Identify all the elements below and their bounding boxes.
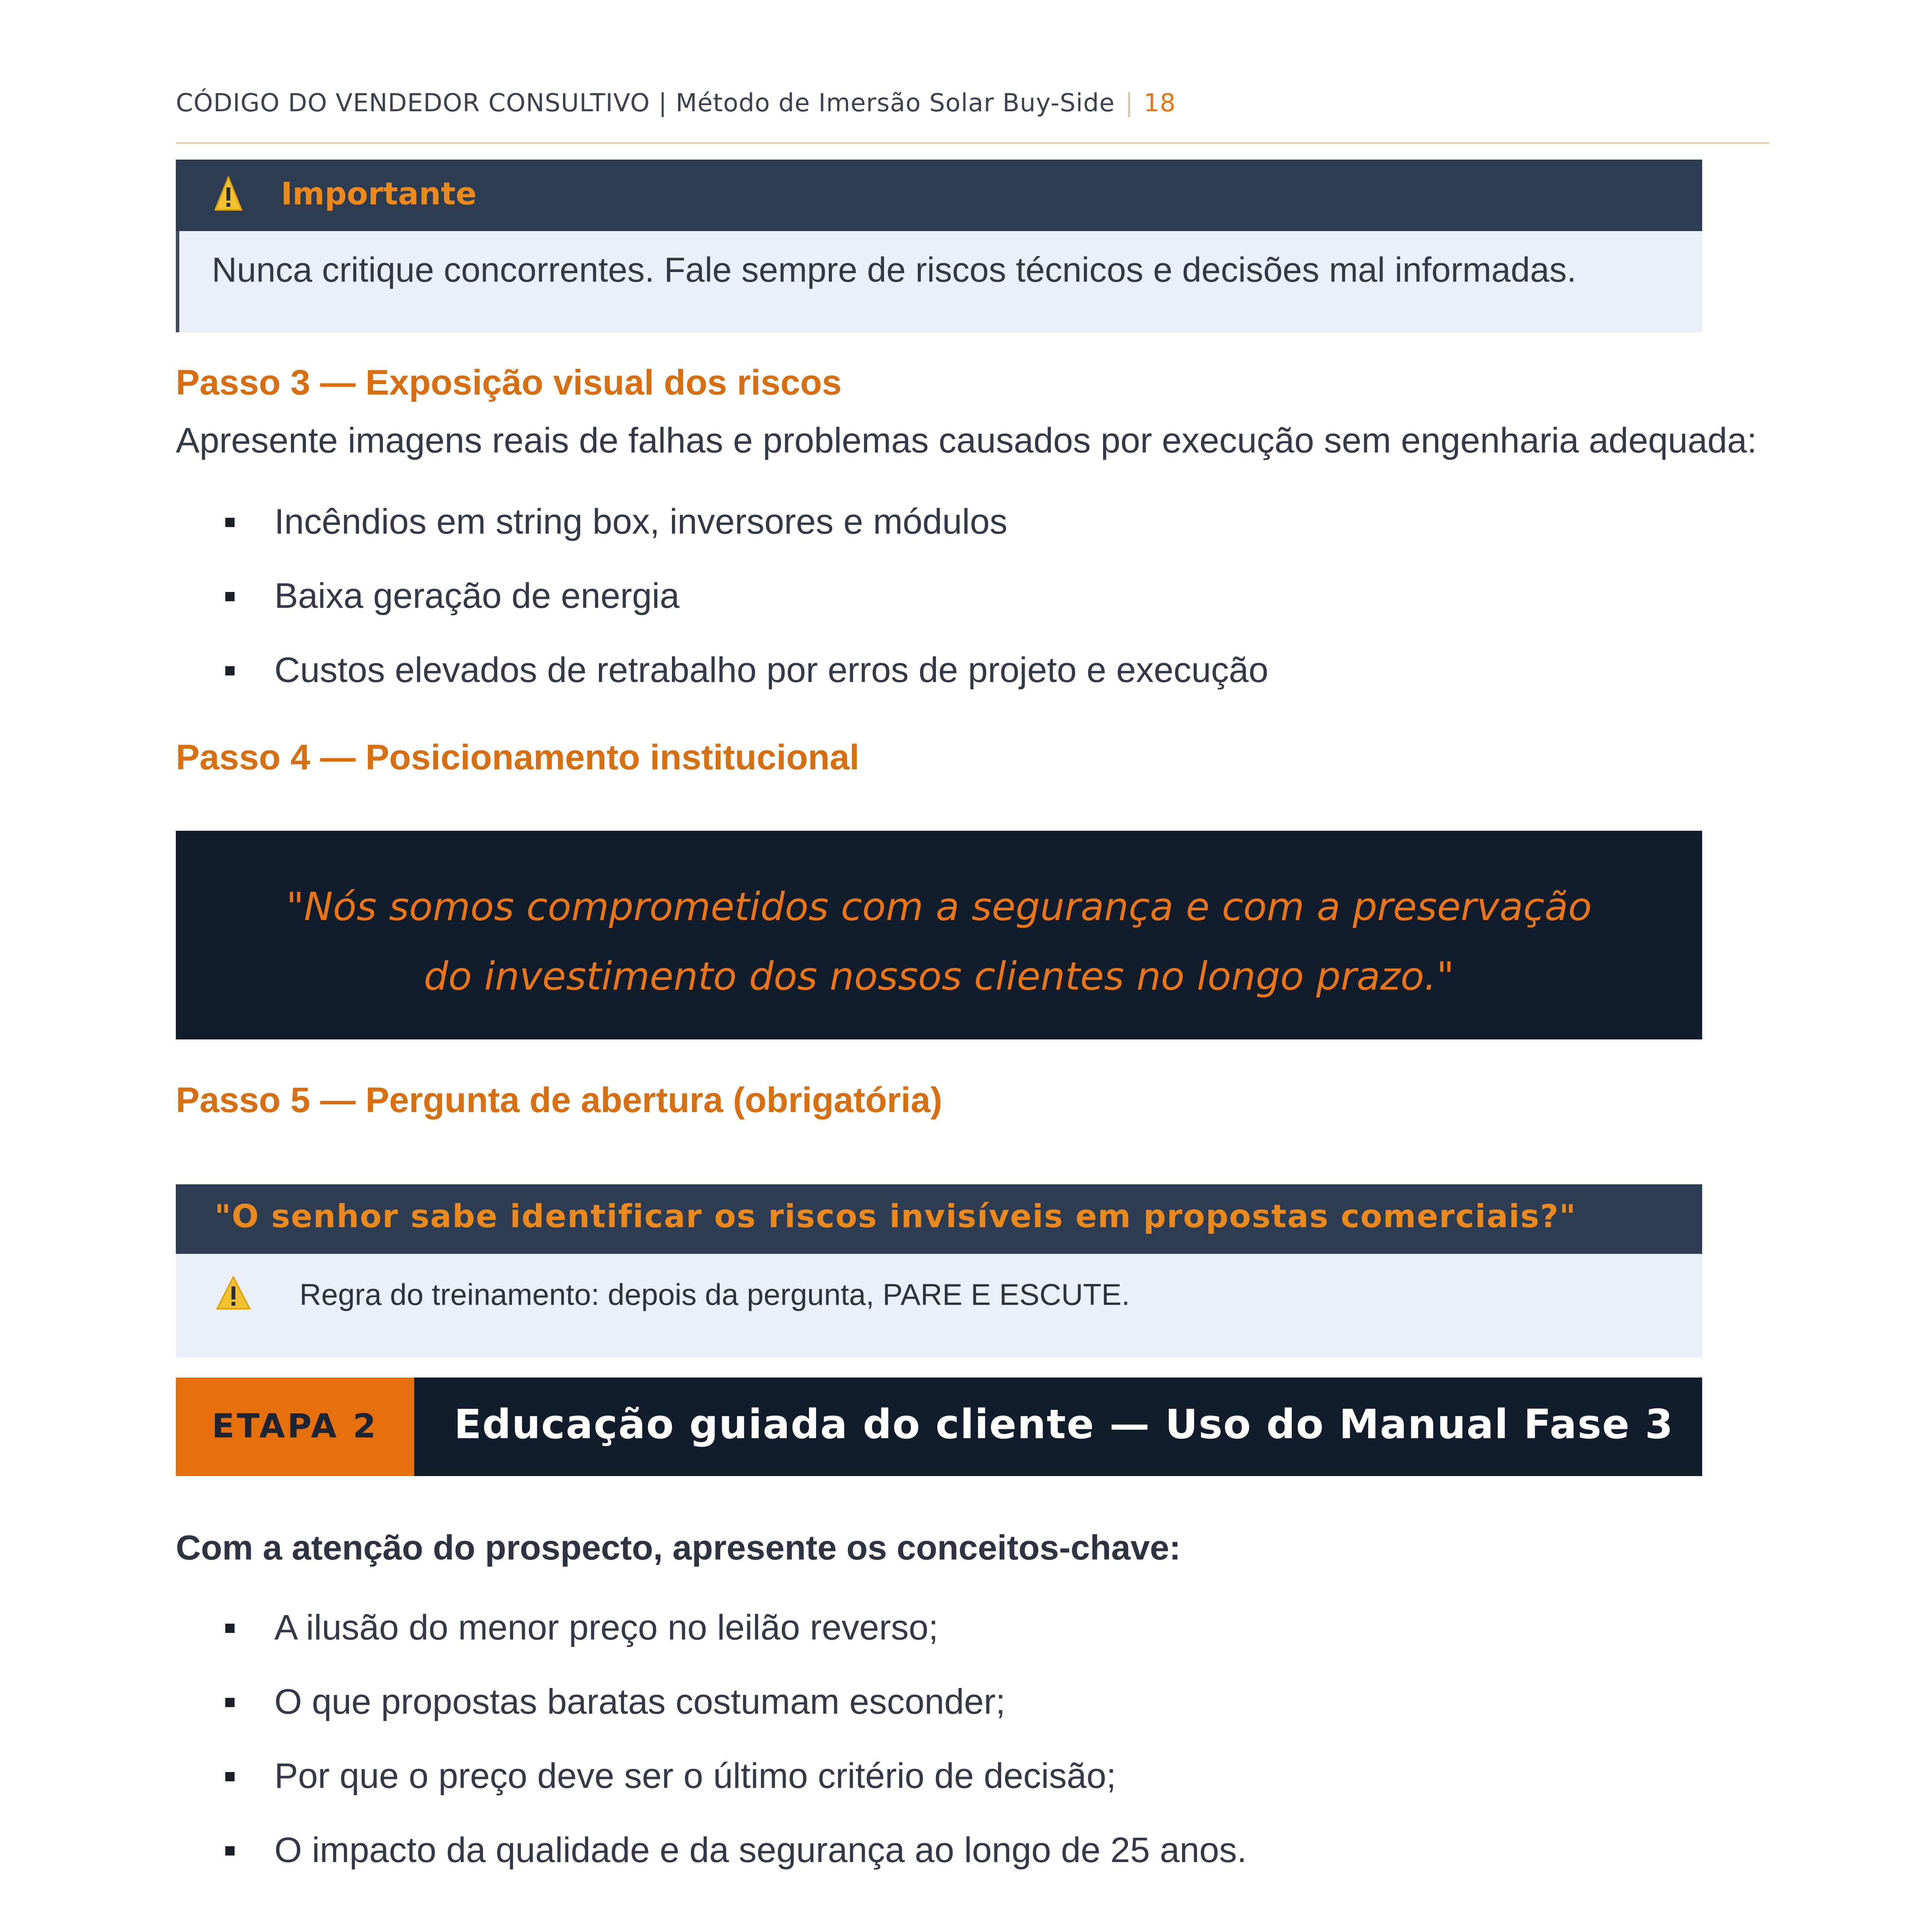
important-box-header [176, 160, 1702, 231]
bullet-square [225, 1624, 235, 1633]
quote-line: do investimento dos nossos clientes no longo prazo." [424, 954, 1454, 999]
quote-line: "Nós somos comprometidos com a segurança e com a preservação [286, 884, 1592, 929]
stage-banner [176, 1378, 1702, 1476]
bullet-square [225, 1846, 235, 1855]
stage-tag: ETAPA 2 [176, 1378, 414, 1476]
bullet-square [225, 666, 235, 675]
bullet-square [225, 1772, 235, 1781]
step5-heading: Passo 5 — Pergunta de abertura (obrigatória) [176, 1080, 942, 1120]
header-separator-light: | [1125, 89, 1134, 117]
important-text: Nunca critique concorrentes. Fale sempre de riscos técnicos e decisões mal informadas. [212, 251, 1577, 289]
opening-question: "O senhor sabe identificar os riscos invisíveis em propostas comerciais?" [214, 1198, 1577, 1235]
warning-icon [214, 176, 242, 213]
institutional-quote-box [176, 831, 1702, 1039]
step3-intro: Apresente imagens reais de falhas e problemas causados por execução sem engenharia adequada: [176, 421, 1757, 460]
header-separator: | [658, 89, 667, 117]
page-number: 18 [1143, 89, 1176, 117]
bullet-square [225, 1698, 235, 1707]
bullet-square [225, 518, 235, 527]
warning-icon [216, 1276, 251, 1312]
running-header [176, 89, 1176, 117]
training-rule-box [176, 1254, 1702, 1357]
stage-title: Educação guiada do cliente — Uso do Manual Fase 3 [454, 1401, 1674, 1448]
training-rule-text: Regra do treinamento: depois da pergunta, PARE E ESCUTE. [299, 1277, 1130, 1311]
opening-question-box [176, 1184, 1702, 1254]
important-box-body [176, 231, 1702, 332]
step3-heading: Passo 3 — Exposição visual dos riscos [176, 363, 842, 402]
header-method: Método de Imersão Solar Buy-Side [675, 89, 1115, 117]
concepts-lead: Com a atenção do prospecto, apresente os conceitos-chave: [176, 1529, 1181, 1567]
header-divider [176, 142, 1769, 144]
header-doc-title: CÓDIGO DO VENDEDOR CONSULTIVO [176, 89, 650, 117]
bullet-square [225, 592, 235, 601]
important-title: Importante [281, 176, 477, 212]
step4-heading: Passo 4 — Posicionamento institucional [176, 738, 859, 777]
